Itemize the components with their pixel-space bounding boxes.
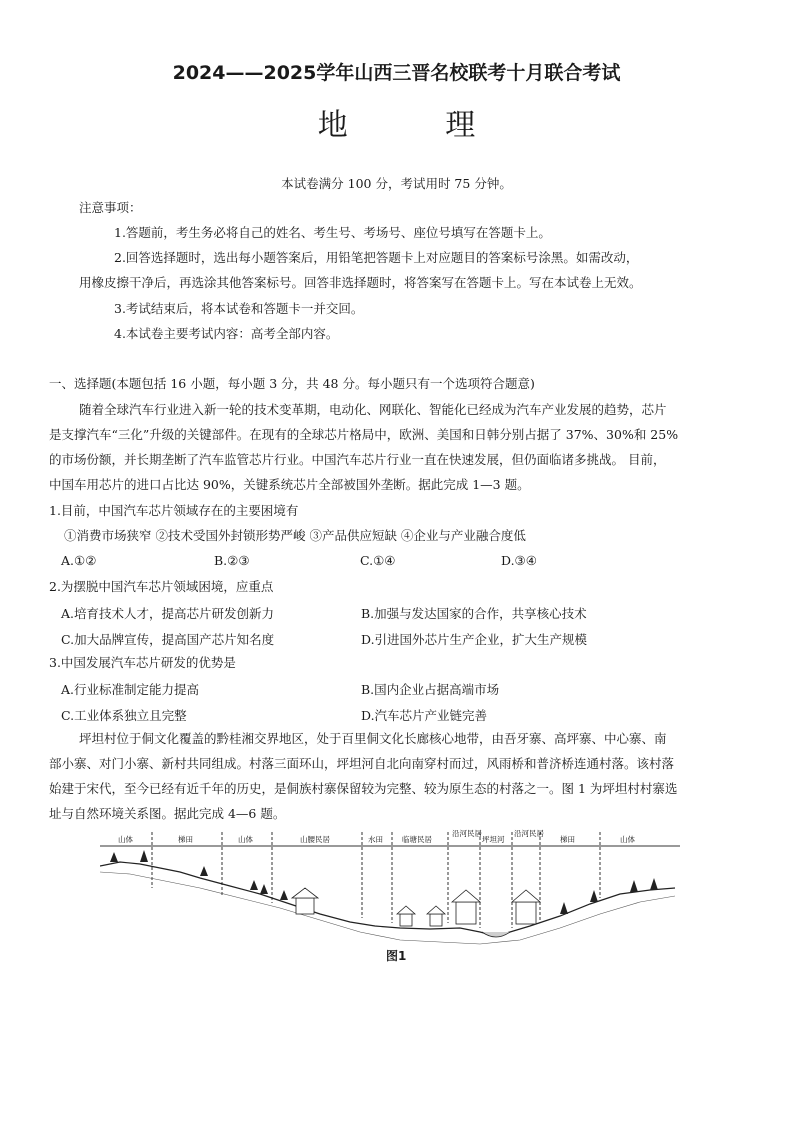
passage2-line: 始建于宋代，至今已经有近千年的历史，是侗族村寨保留较为完整、较为原生态的村落之一。图 1 为坪坦村村寨选	[49, 781, 678, 796]
q2-stem: 2.为摆脱中国汽车芯片领域困境，应重点	[49, 579, 274, 594]
notice-item-2: 2.回答选择题时，选出每小题答案后，用铅笔把答题卡上对应题目的答案标号涂黑。如需改动，	[114, 250, 639, 265]
passage2-line: 址与自然环境关系图。据此完成 4—6 题。	[49, 806, 286, 821]
tree-icons	[110, 850, 658, 914]
notice-item-2-cont: 用橡皮擦干净后，再选涂其他答案标号。回答非选择题时，将答案写在答题卡上。写在本试卷上无效。	[79, 275, 642, 290]
notice-heading: 注意事项：	[79, 200, 142, 215]
passage1-line: 随着全球汽车行业进入新一轮的技术变革期，电动化、网联化、智能化已经成为汽车产业发展的趋势，芯片	[79, 402, 667, 417]
q2-option-b: B.加强与发达国家的合作，共享核心技术	[361, 606, 587, 621]
zone-label: 沿河民居	[452, 829, 482, 838]
passage2-line: 部小寨、对门小寨、新村共同组成。村落三面环山，坪坦河自北向南穿村而过，风雨桥和普济桥连通村落。该村落	[49, 756, 675, 771]
q3-option-d: D.汽车芯片产业链完善	[361, 708, 488, 723]
section-heading: 一、选择题(本题包括 16 小题，每小题 3 分，共 48 分。每小题只有一个选项符合题意)	[49, 376, 535, 391]
passage2-line: 坪坦村位于侗文化覆盖的黔桂湘交界地区，处于百里侗文化长廊核心地带，由吾牙寨、高坪寨、中心寨、南	[79, 731, 667, 746]
terrain-profile	[100, 862, 675, 936]
q1-option-a: A.①②	[61, 553, 97, 568]
q3-stem: 3.中国发展汽车芯片研发的优势是	[49, 655, 236, 670]
passage1-line: 的市场份额，并长期垄断了汽车监管芯片行业。中国汽车芯片行业一直在快速发展，但仍面临诸多挑战。 目前，	[49, 452, 666, 467]
zone-label: 山腰民居	[300, 835, 330, 844]
passage1-line: 是支撑汽车“三化”升级的关键部件。在现有的全球芯片格局中，欧洲、美国和日韩分别占据了 37%、30%和 25%	[49, 427, 679, 442]
figure-caption: 图1	[386, 949, 407, 963]
q2-option-c: C.加大品牌宣传，提高国产芯片知名度	[61, 632, 275, 647]
score-info: 本试卷满分 100 分，考试用时 75 分钟。	[281, 176, 512, 191]
zone-label: 坪坦河	[482, 835, 505, 844]
zone-label: 临塘民居	[402, 835, 432, 844]
q1-items: ①消费市场狭窄 ②技术受国外封锁形势严峻 ③产品供应短缺 ④企业与产业融合度低	[64, 528, 526, 543]
q2-option-a: A.培育技术人才，提高芯片研发创新力	[61, 606, 275, 621]
zone-label: 山体	[238, 835, 253, 844]
notice-item-3: 3.考试结束后，将本试卷和答题卡一并交回。	[114, 301, 364, 316]
exam-title: 2024——2025学年山西三晋名校联考十月联合考试	[172, 62, 621, 84]
notice-item-1: 1.答题前，考生务必将自己的姓名、考生号、考场号、座位号填写在答题卡上。	[114, 225, 551, 240]
q1-option-c: C.①④	[360, 553, 396, 568]
terrain-lower-line	[100, 872, 675, 944]
q3-option-c: C.工业体系独立且完整	[61, 708, 187, 723]
notice-item-4: 4.本试卷主要考试内容：高考全部内容。	[114, 326, 339, 341]
q3-option-b: B.国内企业占据高端市场	[361, 682, 500, 697]
zone-label: 梯田	[560, 835, 575, 844]
subject-title: 地 理	[317, 108, 520, 143]
zone-label: 沿河民居	[514, 829, 544, 838]
passage1-line: 中国车用芯片的进口占比达 90%，关键系统芯片全部被国外垄断。据此完成 1—3 题。	[49, 477, 530, 492]
q1-option-b: B.②③	[214, 553, 250, 568]
zone-label: 梯田	[178, 835, 193, 844]
zone-label: 山体	[118, 835, 133, 844]
q1-option-d: D.③④	[501, 553, 537, 568]
river	[482, 932, 510, 937]
figure-1-diagram	[100, 828, 680, 948]
q1-stem: 1.目前，中国汽车芯片领域存在的主要困境有	[49, 503, 299, 518]
zone-label: 水田	[368, 835, 383, 844]
q2-option-d: D.引进国外芯片生产企业，扩大生产规模	[361, 632, 588, 647]
q3-option-a: A.行业标准制定能力提高	[61, 682, 200, 697]
house-icons	[292, 888, 540, 926]
zone-label: 山体	[620, 835, 635, 844]
